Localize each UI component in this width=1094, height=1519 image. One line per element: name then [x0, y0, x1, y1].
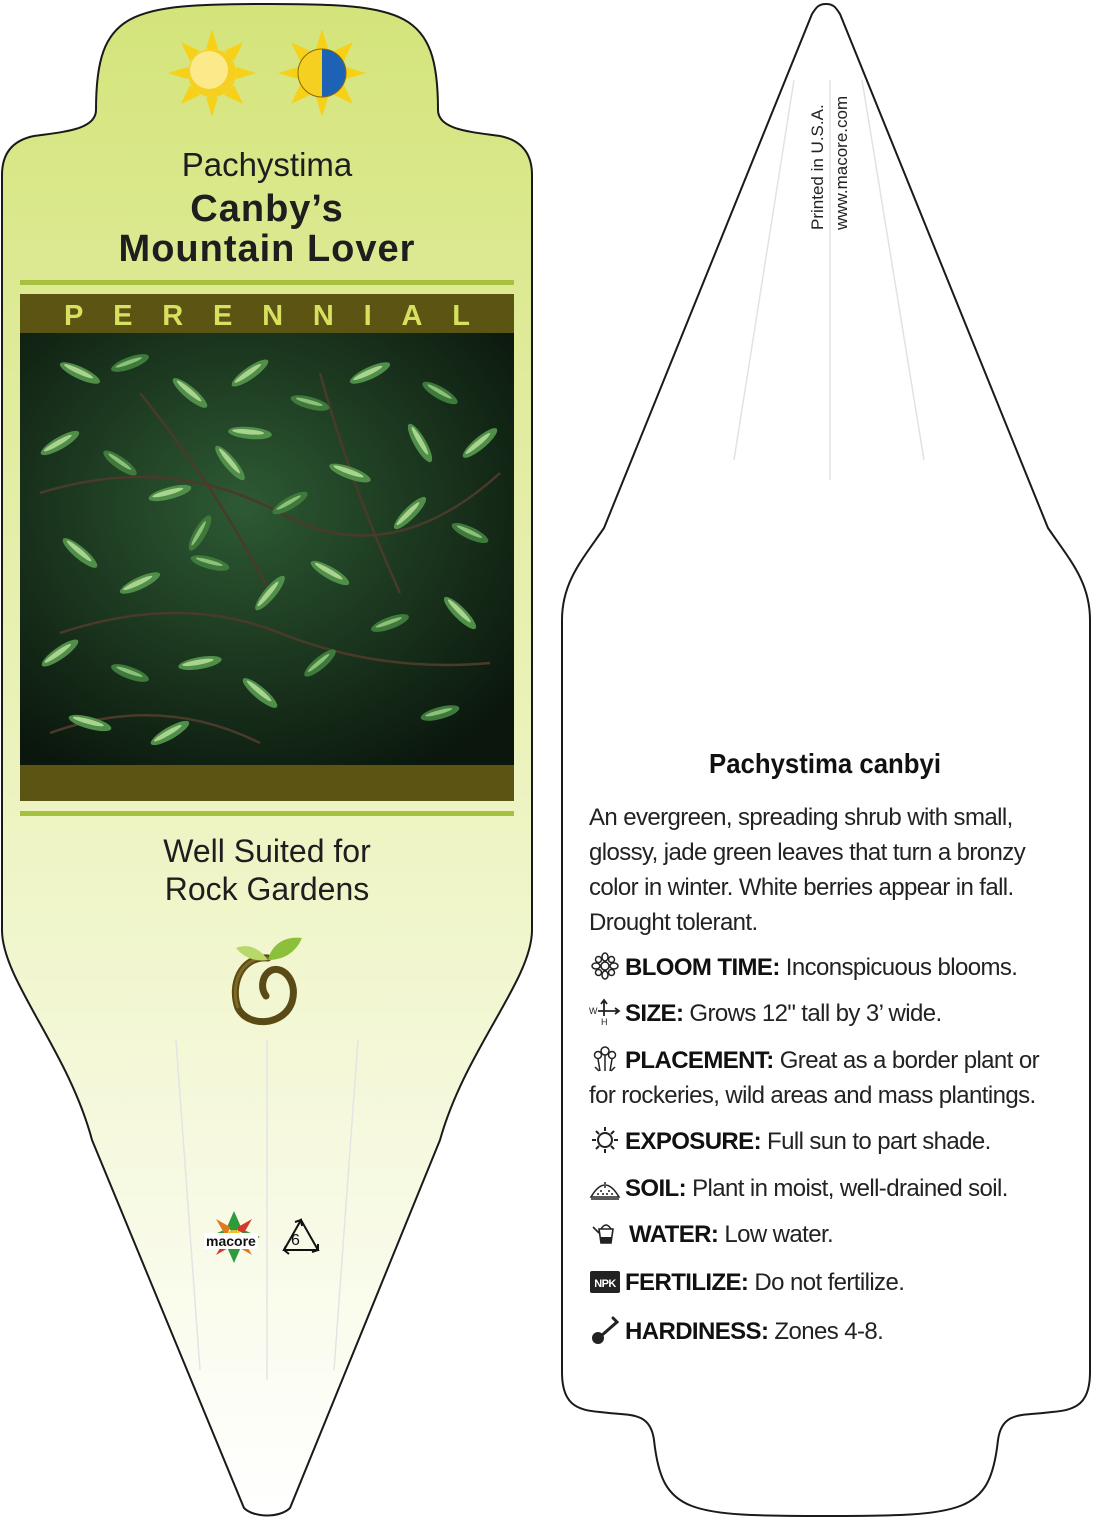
plant-photo	[20, 333, 514, 765]
npk-icon	[589, 1267, 621, 1295]
attr-size	[589, 996, 1059, 1031]
printed-in-usa: Printed in U.S.A.	[808, 104, 827, 230]
attr-value: Grows 12" tall by 3’ wide.	[683, 1000, 942, 1027]
attr-value: Great as a border plant or for rockeries, wild areas and mass plantings.	[589, 1047, 1039, 1109]
green-rule-bottom	[20, 811, 514, 816]
attr-label: FERTILIZE:	[625, 1269, 749, 1296]
full-sun-icon	[166, 27, 258, 119]
attr-label: WATER:	[629, 1221, 719, 1248]
plant-type-letter: L	[452, 299, 470, 332]
plant-type-letter: N	[312, 299, 334, 332]
macore-wordmark: macore	[206, 1233, 256, 1249]
attr-value: Low water.	[718, 1221, 834, 1248]
attr-value: Do not fertilize.	[748, 1269, 905, 1296]
plant-type-letter: A	[401, 299, 423, 332]
plant-type-letter: I	[363, 299, 372, 332]
foliage-illustration	[20, 333, 514, 765]
attr-soil	[589, 1171, 1059, 1206]
attr-label: HARDINESS:	[625, 1318, 769, 1345]
plant-type-letter: R	[162, 299, 184, 332]
seedling-logo-icon	[226, 930, 306, 1030]
feature-line1: Well Suited for	[163, 833, 371, 869]
printed-info	[800, 64, 856, 234]
svg-text:W: W	[589, 1006, 597, 1016]
attr-label: BLOOM TIME:	[625, 954, 780, 981]
common-name-line1: Canby’s	[190, 188, 344, 230]
attr-value: Plant in moist, well-drained soil.	[686, 1175, 1008, 1202]
attr-label: SIZE:	[625, 1000, 684, 1027]
attr-value: Inconspicuous blooms.	[779, 954, 1018, 981]
plant-type-letter: N	[262, 299, 284, 332]
website-url: www.macore.com	[832, 95, 851, 230]
plant-type-letter: E	[113, 299, 133, 332]
attr-bloom-time	[589, 950, 1059, 985]
attr-label: EXPOSURE:	[625, 1128, 761, 1155]
genus-name: Pachystima	[181, 146, 353, 183]
common-name-line2: Mountain Lover	[118, 228, 416, 270]
size-arrows-icon	[589, 998, 621, 1026]
thermometer-icon	[589, 1316, 621, 1344]
attr-exposure	[589, 1124, 1059, 1159]
plant-type-letter: E	[213, 299, 233, 332]
recycle-icon	[280, 1216, 322, 1256]
plant-type-letter: P	[64, 299, 84, 332]
plant-type	[20, 298, 514, 334]
attr-water	[589, 1217, 1059, 1252]
attr-placement	[589, 1043, 1059, 1113]
soil-pile-icon	[589, 1173, 621, 1201]
plants-icon	[589, 1045, 621, 1073]
attr-value: Full sun to part shade.	[760, 1128, 991, 1155]
feature-line2: Rock Gardens	[164, 871, 370, 907]
green-rule-top	[20, 280, 514, 285]
attr-hardiness	[589, 1314, 1059, 1349]
feature-text	[40, 832, 494, 908]
attr-value: Zones 4-8.	[768, 1318, 884, 1345]
recycle-code: 6	[291, 1232, 300, 1249]
attr-fertilize	[589, 1265, 1059, 1300]
sun-outline-icon	[589, 1126, 621, 1154]
svg-text:H: H	[601, 1017, 607, 1026]
attr-label: PLACEMENT:	[625, 1047, 774, 1074]
svg-text:NPK: NPK	[594, 1278, 616, 1290]
common-name	[20, 189, 514, 269]
flower-icon	[589, 952, 621, 980]
attr-label: SOIL:	[625, 1175, 686, 1202]
watering-can-icon	[589, 1219, 625, 1247]
botanical-title: Pachystima canbyi	[709, 748, 941, 779]
photo-bottom-band	[20, 765, 514, 801]
plant-description: An evergreen, spreading shrub with small, glossy, jade green leaves that turn a bronzy color in winter. White berries appear in fall. Drought tolerant.	[589, 804, 1026, 936]
part-shade-icon	[276, 27, 368, 119]
